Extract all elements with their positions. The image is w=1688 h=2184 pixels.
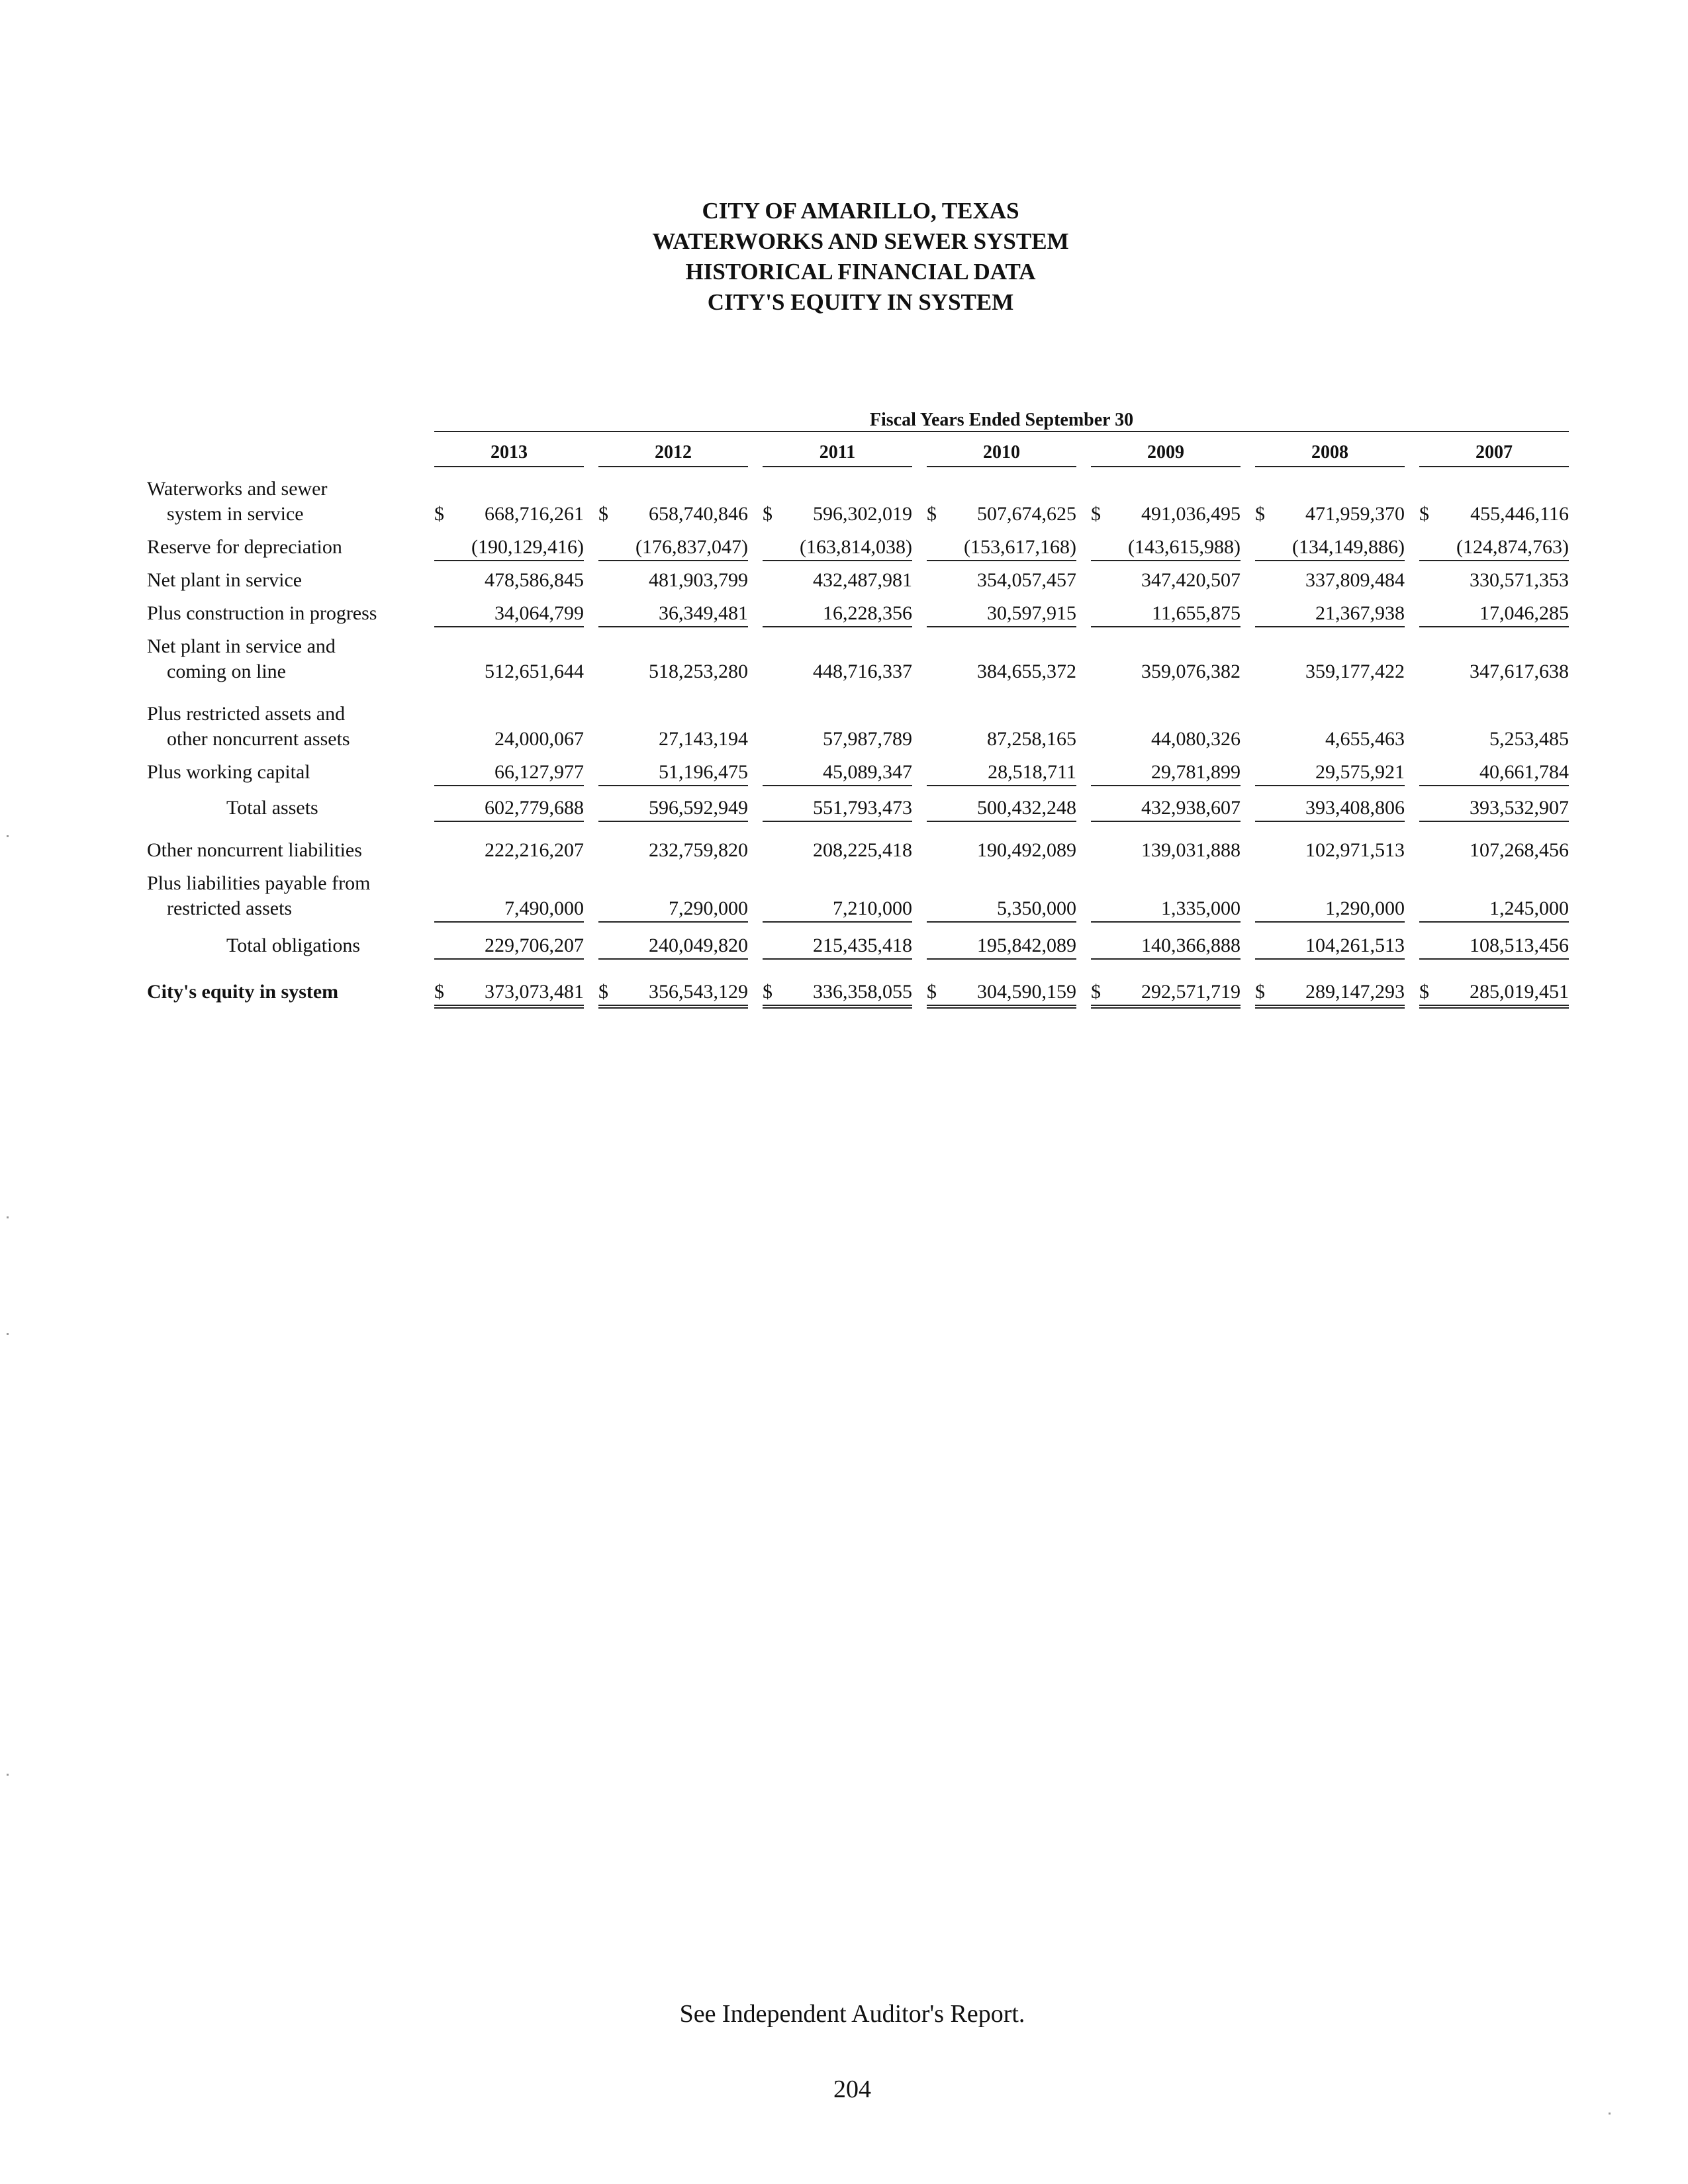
cell-value: 40,661,784 [1479,761,1569,783]
cell-value: 215,435,418 [813,934,912,956]
table-cell [1255,979,1405,1009]
cell-value: 393,408,806 [1305,797,1405,819]
cell-value: 356,543,129 [649,981,748,1003]
table-cell [763,979,912,1009]
currency-symbol: $ [434,503,444,525]
table-cell [763,601,912,627]
cell-value: 57,987,789 [823,728,912,750]
table-cell [1419,760,1569,786]
table-cell [434,979,584,1009]
year-header: 2013 [491,442,528,463]
year-header: 2009 [1147,442,1184,463]
title-line-city: CITY OF AMARILLO, TEXAS [702,198,1019,224]
table-cell [1091,601,1241,627]
cell-value: 285,019,451 [1470,981,1569,1003]
row-label-reserve: Reserve for depreciation [147,536,342,558]
table-cell [1419,979,1569,1009]
year-header-rule [763,466,912,467]
table-cell [1255,933,1405,960]
table-cell [434,659,584,684]
cell-value: (153,617,168) [964,536,1076,558]
cell-value: 17,046,285 [1479,602,1569,624]
auditor-report-note: See Independent Auditor's Report. [679,2000,1025,2028]
table-cell [927,896,1076,923]
cell-value: 139,031,888 [1141,839,1241,861]
cell-value: 330,571,353 [1470,569,1569,591]
table-cell [927,502,1076,527]
cell-value: 347,420,507 [1141,569,1241,591]
year-header: 2008 [1311,442,1348,463]
cell-value: 195,842,089 [977,934,1076,956]
cell-value: 7,490,000 [504,897,584,919]
cell-value: 28,518,711 [988,761,1076,783]
cell-value: 11,655,875 [1152,602,1241,624]
row-label-liabilities-restricted-line1: Plus liabilities payable from [147,872,371,894]
cell-value: 29,575,921 [1315,761,1405,783]
table-cell [763,760,912,786]
cell-value: 104,261,513 [1305,934,1405,956]
cell-value: 337,809,484 [1305,569,1405,591]
table-cell [598,979,748,1009]
table-cell [1419,659,1569,684]
currency-symbol: $ [1091,981,1101,1003]
table-cell [763,896,912,923]
table-cell [1091,659,1241,684]
cell-value: 551,793,473 [813,797,912,819]
currency-symbol: $ [598,503,608,525]
year-header-rule [927,466,1076,467]
table-cell [1255,760,1405,786]
table-cell [1255,727,1405,752]
table-cell [927,933,1076,960]
scan-speck [7,1774,9,1776]
cell-value: 455,446,116 [1470,503,1569,525]
table-cell [1091,979,1241,1009]
row-label-liabilities-restricted-line2: restricted assets [167,897,293,919]
row-label-total-assets: Total assets [226,797,318,819]
year-header: 2011 [819,442,856,463]
cell-value: 478,586,845 [485,569,584,591]
cell-value: 21,367,938 [1315,602,1405,624]
table-cell [434,760,584,786]
table-cell [927,535,1076,561]
year-header-rule [598,466,748,467]
table-cell [598,727,748,752]
year-header-rule [1419,466,1569,467]
table-cell [434,601,584,627]
table-cell [598,796,748,822]
table-cell [1419,568,1569,593]
cell-value: (163,814,038) [800,536,912,558]
cell-value: 384,655,372 [977,660,1076,682]
scan-speck [7,1333,9,1335]
table-cell [1091,760,1241,786]
cell-value: 24,000,067 [494,728,584,750]
table-cell [1419,502,1569,527]
row-label-working-capital: Plus working capital [147,761,310,783]
scan-speck [7,835,9,837]
year-header-rule [1255,466,1405,467]
table-cell [1091,502,1241,527]
table-cell [1255,601,1405,627]
table-cell [1419,601,1569,627]
cell-value: 491,036,495 [1141,503,1241,525]
currency-symbol: $ [1091,503,1101,525]
table-cell [763,796,912,822]
table-cell [927,659,1076,684]
table-cell [1419,796,1569,822]
cell-value: 658,740,846 [649,503,748,525]
cell-value: 30,597,915 [987,602,1076,624]
cell-value: 596,302,019 [813,503,912,525]
table-cell [598,760,748,786]
table-cell [1419,896,1569,923]
table-cell [1419,838,1569,863]
row-label-system-line1: Waterworks and sewer [147,478,328,500]
table-cell [763,535,912,561]
cell-value: 500,432,248 [977,797,1076,819]
table-cell [927,838,1076,863]
table-cell [1091,535,1241,561]
row-label-equity: City's equity in system [147,981,339,1003]
row-label-restricted-line2: other noncurrent assets [167,728,350,750]
row-label-system-line2: system in service [167,503,304,525]
table-cell [434,838,584,863]
table-cell [434,502,584,527]
cell-value: 208,225,418 [813,839,912,861]
table-cell [598,502,748,527]
cell-value: 292,571,719 [1141,981,1241,1003]
row-label-total-obligations: Total obligations [226,934,361,956]
currency-symbol: $ [1419,981,1429,1003]
cell-value: 29,781,899 [1151,761,1241,783]
table-cell [1091,568,1241,593]
cell-value: 222,216,207 [485,839,584,861]
table-cell [434,796,584,822]
cell-value: 240,049,820 [649,934,748,956]
cell-value: (190,129,416) [471,536,584,558]
cell-value: 432,487,981 [813,569,912,591]
cell-value: (176,837,047) [635,536,748,558]
cell-value: 51,196,475 [659,761,748,783]
cell-value: 602,779,688 [485,797,584,819]
table-cell [434,568,584,593]
table-cell [763,838,912,863]
cell-value: (143,615,988) [1128,536,1241,558]
year-header-rule [434,466,584,467]
currency-symbol: $ [927,981,937,1003]
cell-value: 5,253,485 [1489,728,1569,750]
cell-value: (134,149,886) [1292,536,1405,558]
table-cell [434,933,584,960]
year-header: 2007 [1476,442,1513,463]
table-cell [598,535,748,561]
cell-value: 27,143,194 [659,728,748,750]
cell-value: 373,073,481 [485,981,584,1003]
table-cell [763,568,912,593]
table-cell [598,933,748,960]
cell-value: 87,258,165 [987,728,1076,750]
cell-value: 512,651,644 [485,660,584,682]
table-cell [598,838,748,863]
row-label-net-plant-coming-line2: coming on line [167,660,286,682]
table-cell [1255,896,1405,923]
cell-value: 359,177,422 [1305,660,1405,682]
table-cell [1255,659,1405,684]
row-label-net-plant: Net plant in service [147,569,303,591]
cell-value: 44,080,326 [1151,728,1241,750]
cell-value: 668,716,261 [485,503,584,525]
cell-value: 4,655,463 [1325,728,1405,750]
table-cell [763,933,912,960]
cell-value: 1,290,000 [1325,897,1405,919]
cell-value: 1,335,000 [1161,897,1241,919]
table-cell [1091,933,1241,960]
cell-value: 102,971,513 [1305,839,1405,861]
cell-value: 190,492,089 [977,839,1076,861]
cell-value: 36,349,481 [659,602,748,624]
cell-value: 7,210,000 [833,897,912,919]
cell-value: 34,064,799 [494,602,584,624]
table-cell [434,727,584,752]
table-cell [434,896,584,923]
fiscal-header-rule [434,431,1569,432]
table-cell [1091,727,1241,752]
table-cell [1419,933,1569,960]
table-cell [763,502,912,527]
cell-value: 596,592,949 [649,797,748,819]
table-cell [763,659,912,684]
report-title [0,196,1688,318]
cell-value: 5,350,000 [997,897,1076,919]
table-cell [598,568,748,593]
table-cell [598,896,748,923]
cell-value: 107,268,456 [1470,839,1569,861]
table-cell [598,601,748,627]
table-cell [927,760,1076,786]
cell-value: 7,290,000 [669,897,748,919]
cell-value: 336,358,055 [813,981,912,1003]
cell-value: (124,874,763) [1456,536,1569,558]
cell-value: 16,228,356 [823,602,912,624]
table-cell [1255,535,1405,561]
cell-value: 1,245,000 [1489,897,1569,919]
currency-symbol: $ [434,981,444,1003]
cell-value: 108,513,456 [1470,934,1569,956]
table-cell [927,568,1076,593]
table-cell [927,979,1076,1009]
row-label-restricted-line1: Plus restricted assets and [147,703,346,725]
currency-symbol: $ [927,503,937,525]
cell-value: 393,532,907 [1470,797,1569,819]
scan-speck [1609,2113,1611,2115]
cell-value: 229,706,207 [485,934,584,956]
table-cell [1091,796,1241,822]
currency-symbol: $ [1255,503,1265,525]
year-header: 2012 [655,442,692,463]
currency-symbol: $ [763,503,773,525]
cell-value: 471,959,370 [1305,503,1405,525]
cell-value: 289,147,293 [1305,981,1405,1003]
cell-value: 481,903,799 [649,569,748,591]
row-label-construction: Plus construction in progress [147,602,377,624]
table-cell [927,796,1076,822]
currency-symbol: $ [1419,503,1429,525]
table-cell [1255,796,1405,822]
table-cell [1091,896,1241,923]
table-cell [1419,727,1569,752]
cell-value: 518,253,280 [649,660,748,682]
cell-value: 140,366,888 [1141,934,1241,956]
cell-value: 66,127,977 [494,761,584,783]
cell-value: 304,590,159 [977,981,1076,1003]
table-cell [434,535,584,561]
cell-value: 507,674,625 [977,503,1076,525]
title-line-data: HISTORICAL FINANCIAL DATA [685,259,1036,285]
fiscal-years-header: Fiscal Years Ended September 30 [869,410,1134,430]
scan-speck [7,1216,9,1218]
cell-value: 232,759,820 [649,839,748,861]
cell-value: 354,057,457 [977,569,1076,591]
cell-value: 347,617,638 [1470,660,1569,682]
title-line-equity: CITY'S EQUITY IN SYSTEM [707,289,1014,315]
year-header: 2010 [983,442,1020,463]
cell-value: 448,716,337 [813,660,912,682]
table-cell [927,601,1076,627]
page-number: 204 [833,2075,871,2103]
row-label-net-plant-coming-line1: Net plant in service and [147,635,336,657]
cell-value: 359,076,382 [1141,660,1241,682]
table-cell [598,659,748,684]
table-cell [1419,535,1569,561]
cell-value: 45,089,347 [823,761,912,783]
currency-symbol: $ [598,981,608,1003]
table-cell [1091,838,1241,863]
table-cell [1255,502,1405,527]
year-header-rule [1091,466,1241,467]
currency-symbol: $ [1255,981,1265,1003]
cell-value: 432,938,607 [1141,797,1241,819]
row-label-other-liabilities: Other noncurrent liabilities [147,839,362,861]
table-cell [1255,838,1405,863]
currency-symbol: $ [763,981,773,1003]
table-cell [927,727,1076,752]
title-line-system: WATERWORKS AND SEWER SYSTEM [652,228,1069,254]
table-cell [1255,568,1405,593]
table-cell [763,727,912,752]
